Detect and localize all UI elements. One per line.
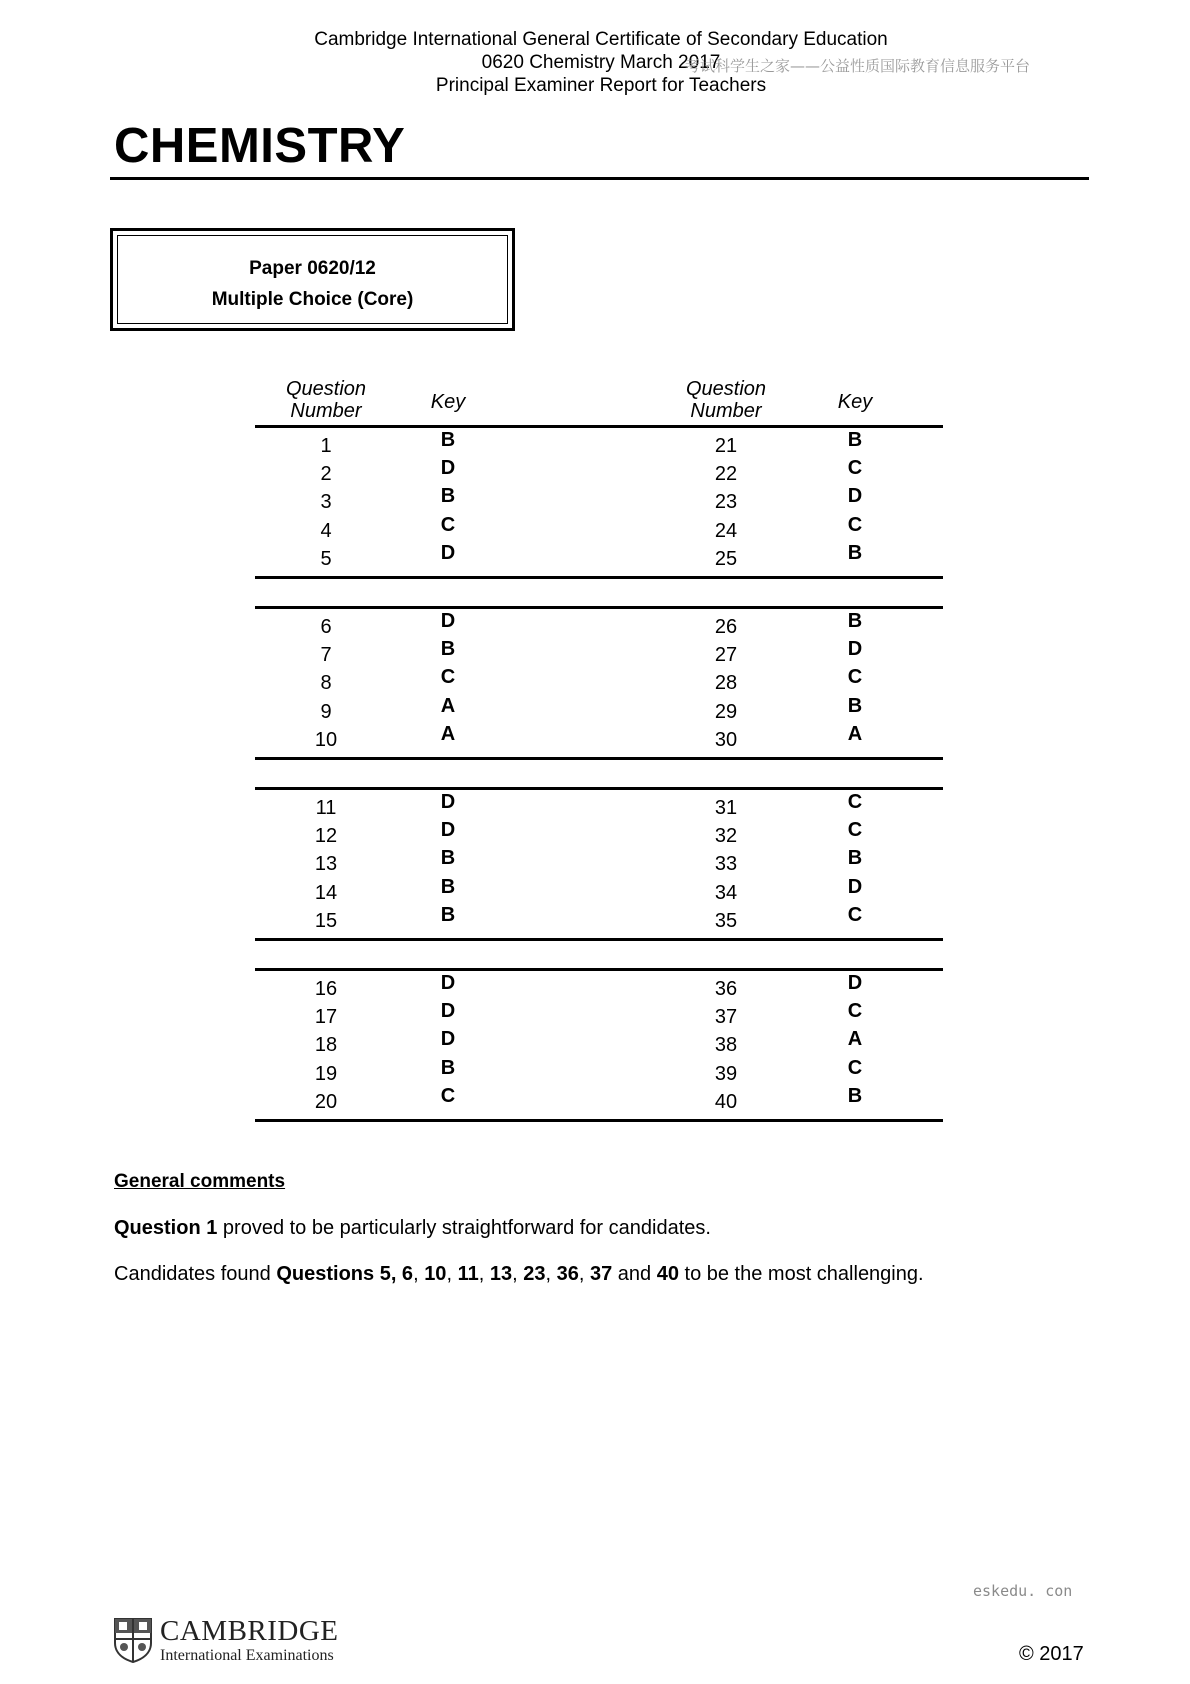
key-cell: D	[847, 972, 863, 994]
key-cell: D	[440, 791, 456, 813]
comment-text: proved to be particularly straightforward for candidates.	[217, 1217, 711, 1239]
question-number-cell: 20	[314, 1090, 338, 1113]
key-cell: B	[847, 847, 863, 870]
general-comments-heading: General comments	[114, 1171, 286, 1192]
key-cell: B	[440, 1056, 456, 1079]
comment-bold: 13	[489, 1263, 513, 1285]
question-number-cell: 15	[314, 909, 338, 932]
column-header-question-label: Question	[285, 378, 367, 400]
question-number-cell: 14	[314, 881, 338, 904]
comment-bold: 37	[589, 1263, 613, 1285]
comment-bold: 36	[556, 1263, 579, 1285]
key-cell: C	[847, 903, 863, 926]
question-number-cell: 18	[314, 1034, 338, 1057]
table-row	[255, 612, 943, 640]
table-row	[255, 793, 943, 821]
key-cell: A	[847, 722, 863, 745]
key-cell: D	[847, 485, 863, 508]
paper-info-inner	[117, 235, 508, 324]
key-cell: C	[847, 457, 863, 480]
column-header-question-label: Question	[685, 378, 767, 400]
comment-text: ,	[413, 1263, 425, 1285]
table-row	[255, 722, 943, 753]
key-cell: B	[440, 638, 456, 661]
logo-wordmark: CAMBRIDGE	[160, 1615, 339, 1647]
column-header-key-left: Key	[430, 391, 466, 413]
key-cell: C	[847, 666, 863, 689]
table-row	[255, 694, 943, 725]
comment-bold: 40	[656, 1263, 679, 1285]
comment-bold: 11	[457, 1263, 479, 1285]
table-row	[255, 1084, 943, 1115]
column-header-number-label: Number	[690, 400, 762, 422]
key-cell: D	[440, 457, 456, 480]
table-header-rule	[255, 425, 943, 428]
question-number-cell: 35	[714, 909, 738, 932]
question-number-cell: 22	[714, 463, 738, 486]
question-number-cell: 36	[714, 978, 738, 1000]
column-header-question-number-left	[276, 378, 376, 422]
question-number-cell: 31	[714, 797, 738, 819]
question-number-cell: 13	[314, 853, 338, 876]
comment-paragraph-1	[114, 1217, 711, 1240]
question-number-cell: 25	[714, 547, 738, 570]
key-cell: B	[440, 847, 456, 870]
column-header-question-number-right	[676, 378, 776, 422]
question-number-cell: 28	[714, 672, 738, 695]
key-cell: C	[847, 819, 863, 842]
key-cell: D	[440, 1028, 456, 1051]
key-cell: A	[440, 722, 456, 745]
question-number-cell: 21	[714, 435, 738, 457]
copyright: © 2017	[1019, 1643, 1084, 1665]
header-line-3: Principal Examiner Report for Teachers	[435, 75, 767, 96]
comment-paragraph-2	[114, 1263, 924, 1286]
cambridge-logo	[113, 1617, 373, 1667]
paper-info-box	[110, 228, 515, 331]
table-row	[255, 668, 943, 696]
key-cell: D	[440, 610, 456, 632]
key-cell: B	[847, 429, 863, 451]
key-cell: B	[847, 610, 863, 632]
key-cell: D	[440, 541, 456, 564]
table-group-bottom-rule	[255, 757, 943, 760]
question-number-cell: 5	[320, 547, 332, 570]
key-cell: A	[440, 694, 456, 717]
comment-text: ,	[578, 1263, 590, 1285]
key-cell: C	[847, 1000, 863, 1023]
table-group-top-rule	[255, 787, 943, 790]
key-cell: B	[847, 1084, 863, 1107]
site-watermark: eskedu. con	[973, 1582, 1073, 1600]
question-number-cell: 3	[320, 491, 332, 514]
comment-text: to be the most challenging.	[678, 1263, 924, 1285]
paper-code: Paper 0620/12	[249, 258, 376, 279]
question-number-cell: 19	[314, 1062, 338, 1085]
question-number-cell: 33	[714, 853, 738, 876]
key-cell: B	[440, 485, 456, 508]
key-cell: D	[440, 1000, 456, 1023]
key-cell: C	[440, 513, 456, 536]
question-number-cell: 1	[320, 435, 332, 457]
key-cell: B	[440, 429, 456, 451]
subject-title: CHEMISTRY	[114, 119, 406, 173]
logo-subtitle: International Examinations	[160, 1647, 334, 1664]
key-cell: C	[440, 1084, 456, 1107]
comment-bold: 10	[424, 1263, 447, 1285]
question-number-cell: 40	[714, 1090, 738, 1113]
key-cell: C	[847, 513, 863, 536]
question-number-cell: 38	[714, 1034, 738, 1057]
key-cell: D	[847, 875, 863, 898]
comment-text: ,	[478, 1263, 490, 1285]
table-row	[255, 513, 943, 544]
key-cell: D	[440, 972, 456, 994]
table-row	[255, 1030, 943, 1058]
table-row	[255, 903, 943, 934]
question-number-cell: 16	[314, 978, 338, 1000]
question-number-cell: 24	[714, 519, 738, 542]
question-number-cell: 39	[714, 1062, 738, 1085]
comment-bold: 23	[523, 1263, 546, 1285]
table-group-bottom-rule	[255, 938, 943, 941]
paper-type: Multiple Choice (Core)	[211, 289, 414, 310]
header-line-2: 0620 Chemistry March 2017	[481, 52, 721, 73]
question-number-cell: 9	[320, 700, 332, 723]
table-row	[255, 875, 943, 906]
table-row	[255, 1002, 943, 1030]
column-header-number-label: Number	[290, 400, 362, 422]
key-cell: B	[440, 903, 456, 926]
table-group-top-rule	[255, 606, 943, 609]
question-number-cell: 11	[315, 797, 337, 819]
question-number-cell: 34	[714, 881, 738, 904]
question-number-cell: 27	[714, 644, 738, 667]
comment-text: ,	[446, 1263, 458, 1285]
table-row	[255, 487, 943, 515]
table-row	[255, 459, 943, 487]
chinese-watermark: 考试科学生之家——公益性质国际教育信息服务平台	[685, 57, 1031, 75]
table-row	[255, 541, 943, 572]
question-number-cell: 12	[314, 825, 338, 848]
table-row	[255, 821, 943, 849]
question-number-cell: 30	[714, 728, 738, 751]
table-group-bottom-rule	[255, 576, 943, 579]
question-number-cell: 4	[320, 519, 332, 542]
table-group-top-rule	[255, 968, 943, 971]
column-header-key-right: Key	[837, 391, 873, 413]
table-row	[255, 640, 943, 668]
question-number-cell: 7	[320, 644, 332, 667]
key-cell: C	[847, 1056, 863, 1079]
title-rule	[110, 177, 1089, 180]
comment-text: Candidates found	[114, 1263, 277, 1285]
key-cell: D	[440, 819, 456, 842]
comment-text: ,	[512, 1263, 524, 1285]
question-number-cell: 2	[320, 463, 332, 486]
key-cell: D	[847, 638, 863, 661]
question-number-cell: 8	[320, 672, 332, 695]
cambridge-shield-icon	[113, 1617, 153, 1663]
table-row	[255, 849, 943, 877]
key-cell: B	[440, 875, 456, 898]
question-number-cell: 29	[714, 700, 738, 723]
key-cell: B	[847, 541, 863, 564]
comment-text: and	[612, 1263, 657, 1285]
question-number-cell: 26	[714, 616, 738, 638]
table-row	[255, 974, 943, 1002]
question-number-cell: 17	[314, 1006, 338, 1029]
key-cell: A	[847, 1028, 863, 1051]
question-number-cell: 6	[320, 616, 332, 638]
table-row	[255, 431, 943, 459]
header-line-1: Cambridge International General Certificate of Secondary Education	[314, 29, 888, 50]
question-number-cell: 10	[314, 728, 338, 751]
comment-bold: Questions 5, 6	[276, 1263, 414, 1285]
question-number-cell: 37	[714, 1006, 738, 1029]
table-row	[255, 1056, 943, 1087]
question-number-cell: 32	[714, 825, 738, 848]
table-group-bottom-rule	[255, 1119, 943, 1122]
comment-bold: Question 1	[114, 1217, 218, 1239]
key-cell: B	[847, 694, 863, 717]
question-number-cell: 23	[714, 491, 738, 514]
comment-text: ,	[545, 1263, 557, 1285]
key-cell: C	[847, 791, 863, 813]
key-cell: C	[440, 666, 456, 689]
